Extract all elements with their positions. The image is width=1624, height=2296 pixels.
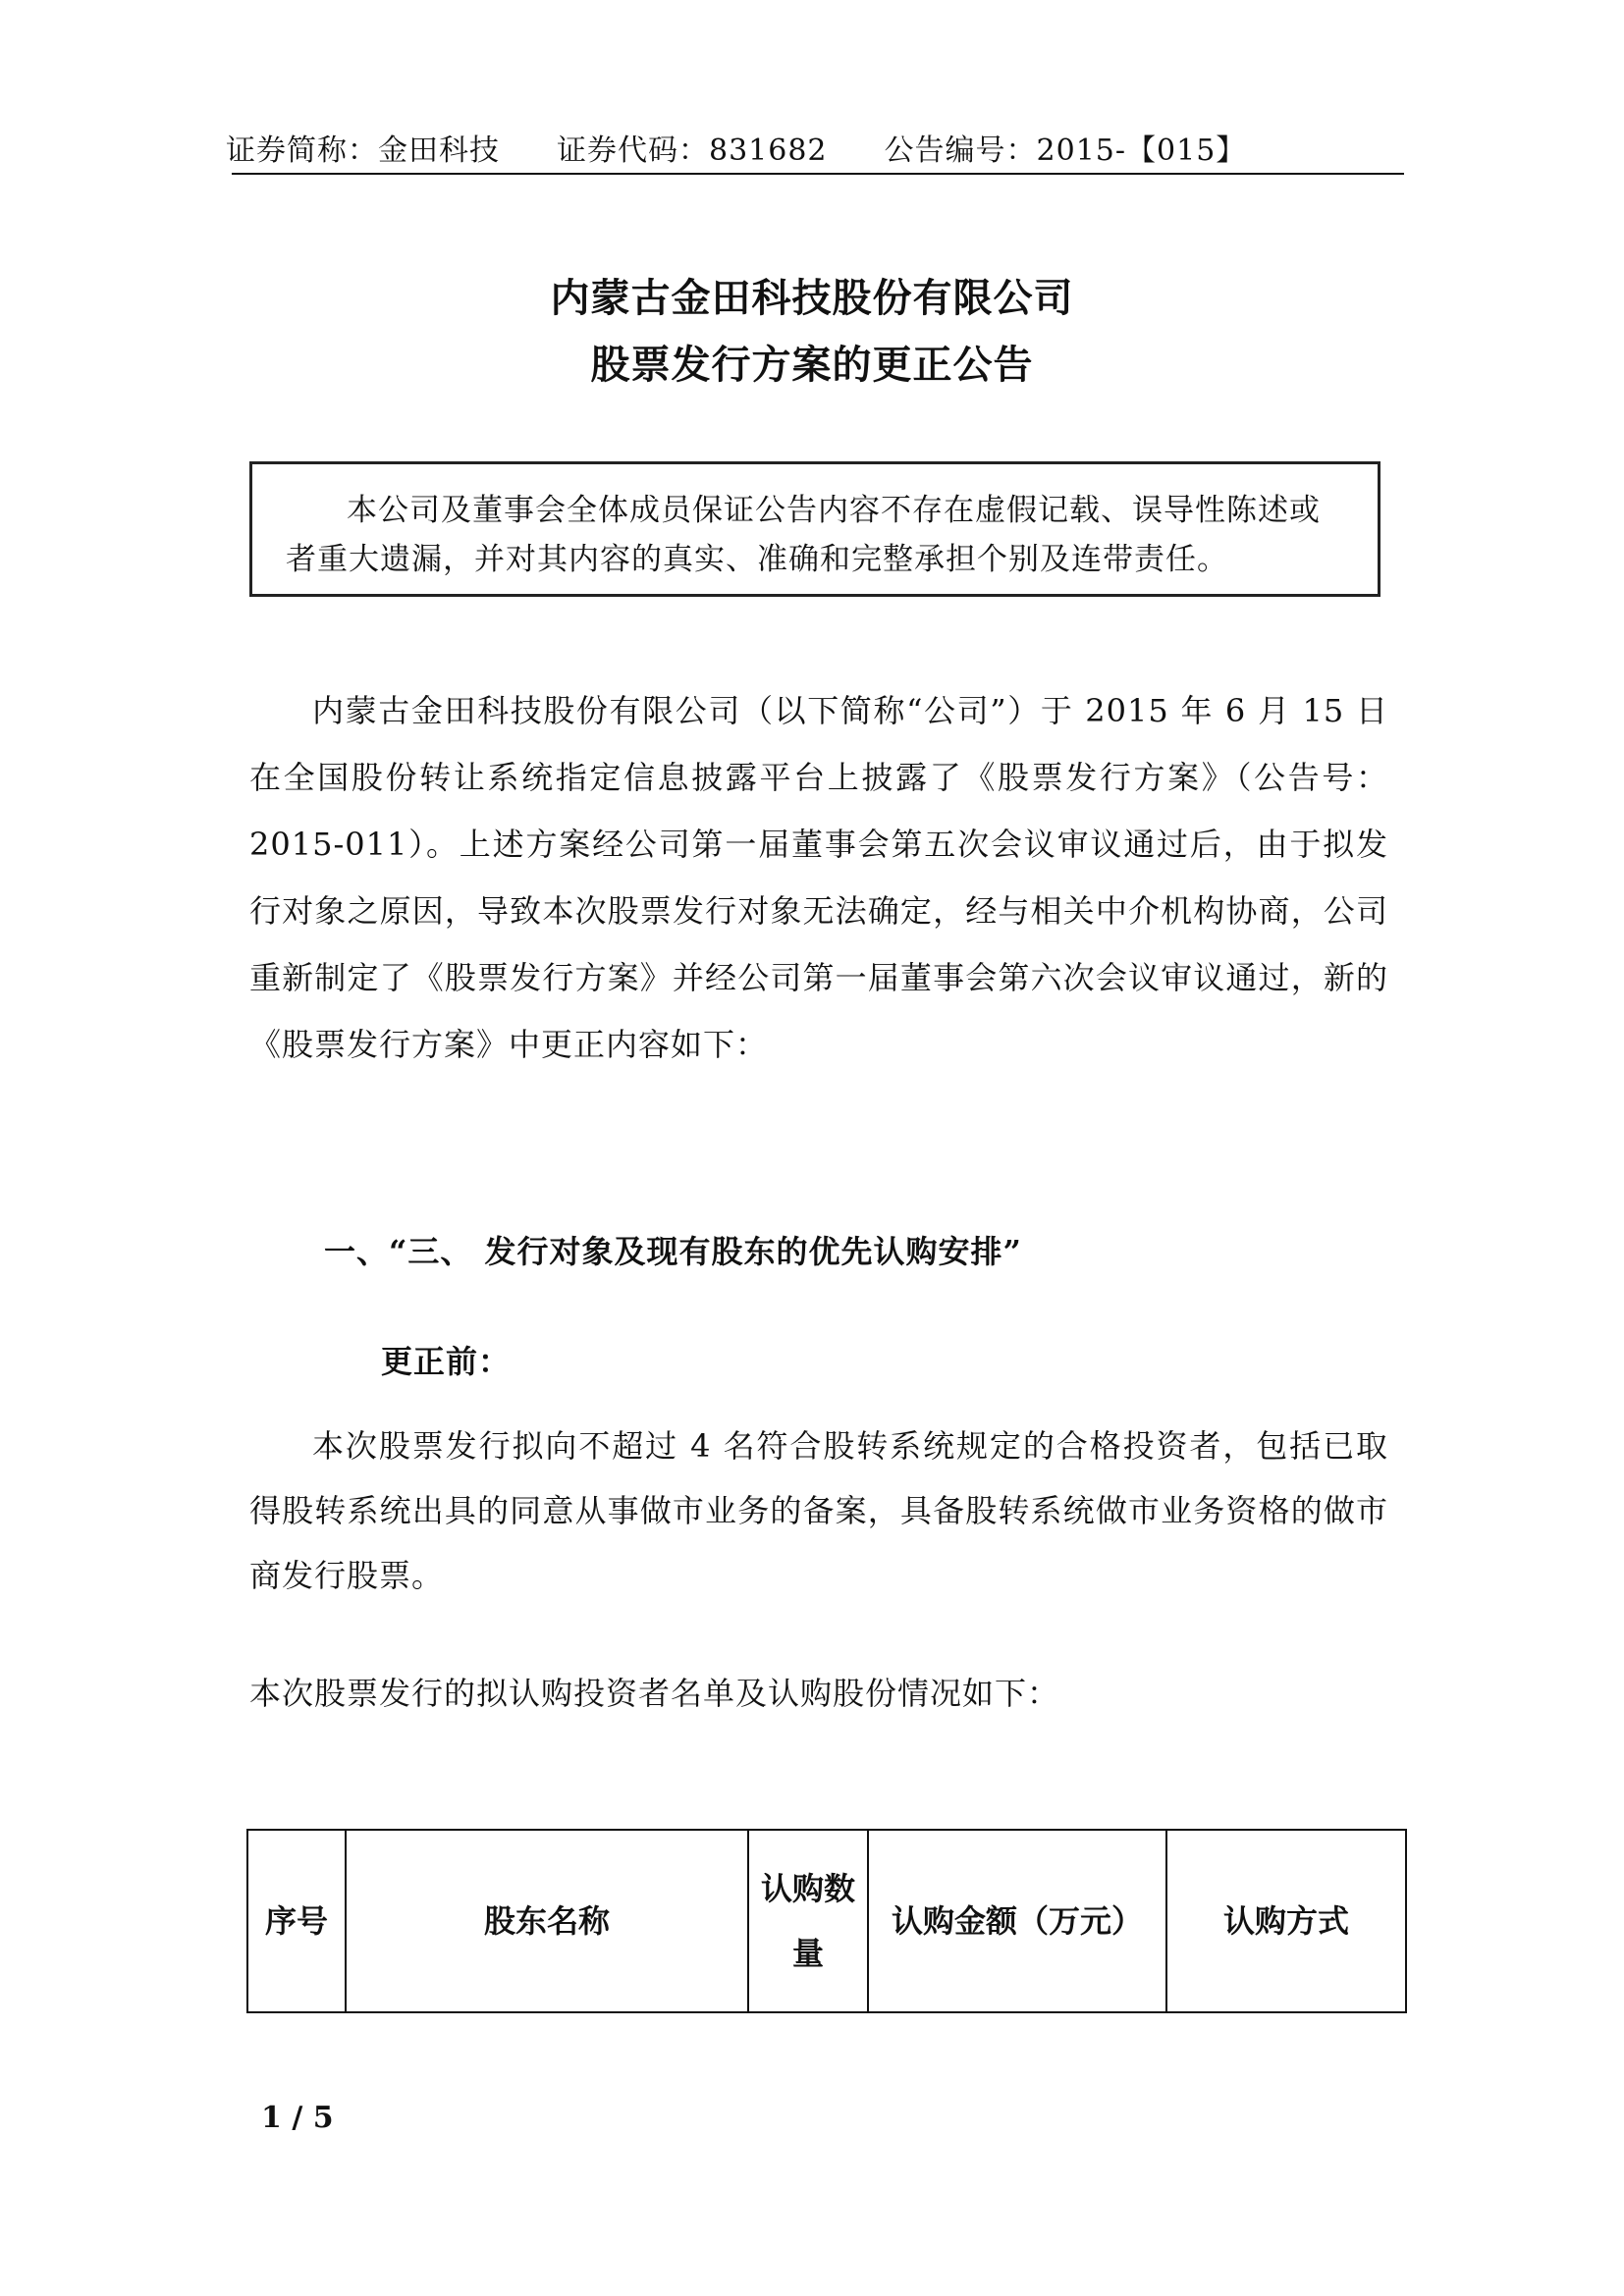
section-paragraph [249,1414,1388,1608]
document-title-line1: 内蒙古金田科技股份有限公司 [550,275,1074,321]
col-header-shareholder-name: 股东名称 [346,1830,748,2012]
col-header-subscription-quantity: 认购数量 [748,1830,868,2012]
security-code: 证券代码：831682 [557,133,828,168]
security-short-name: 证券简称：金田科技 [226,133,500,168]
investor-table [246,1829,1407,2013]
col-header-index: 序号 [247,1830,346,2012]
investor-list-intro: 本次股票发行的拟认购投资者名单及认购股份情况如下： [249,1675,1060,1712]
col-header-subscription-method: 认购方式 [1166,1830,1406,2012]
board-declaration-box [249,461,1380,597]
document-title-line2: 股票发行方案的更正公告 [590,342,1034,388]
header-divider [232,173,1404,175]
board-declaration-text: 本公司及董事会全体成员保证公告内容不存在虚假记载、误导性陈述或者重大遗漏，并对其内容的真实、准确和完整承担个别及连带责任。 [286,493,1321,577]
col-header-subscription-amount: 认购金额（万元） [868,1830,1166,2012]
section-paragraph-text: 本次股票发行拟向不超过 4 名符合股转系统规定的合格投资者，包括已取得股转系统出具的同意从事做市业务的备案，具备股转系统做市业务资格的做市商发行股票。 [249,1427,1388,1594]
intro-paragraph [249,677,1388,1078]
section-heading: 一、“三、 发行对象及现有股东的优先认购安排” [324,1233,1022,1270]
announcement-number: 公告编号：2015-【015】 [884,133,1247,168]
table-header-row [247,1830,1406,2012]
page-header [226,126,1404,169]
intro-text: 内蒙古金田科技股份有限公司（以下简称“公司”）于 2015 年 6 月 15 日在全国股份转让系统指定信息披露平台上披露了《股票发行方案》（公告号：2015-011）。上述方案经公司第一届董事会第五次会议审议通过后，由于拟发行对象之原因，导致本次股票发行对象无法确定，经与相关中介机构协商，公司重新制定了《股票发行方案》并经公司第一届董事会第六次会议审议通过，新的《股票发行方案》中更正内容如下： [249,692,1388,1063]
page-number: 1 / 5 [261,2101,334,2135]
section-subheading: 更正前： [381,1343,512,1380]
